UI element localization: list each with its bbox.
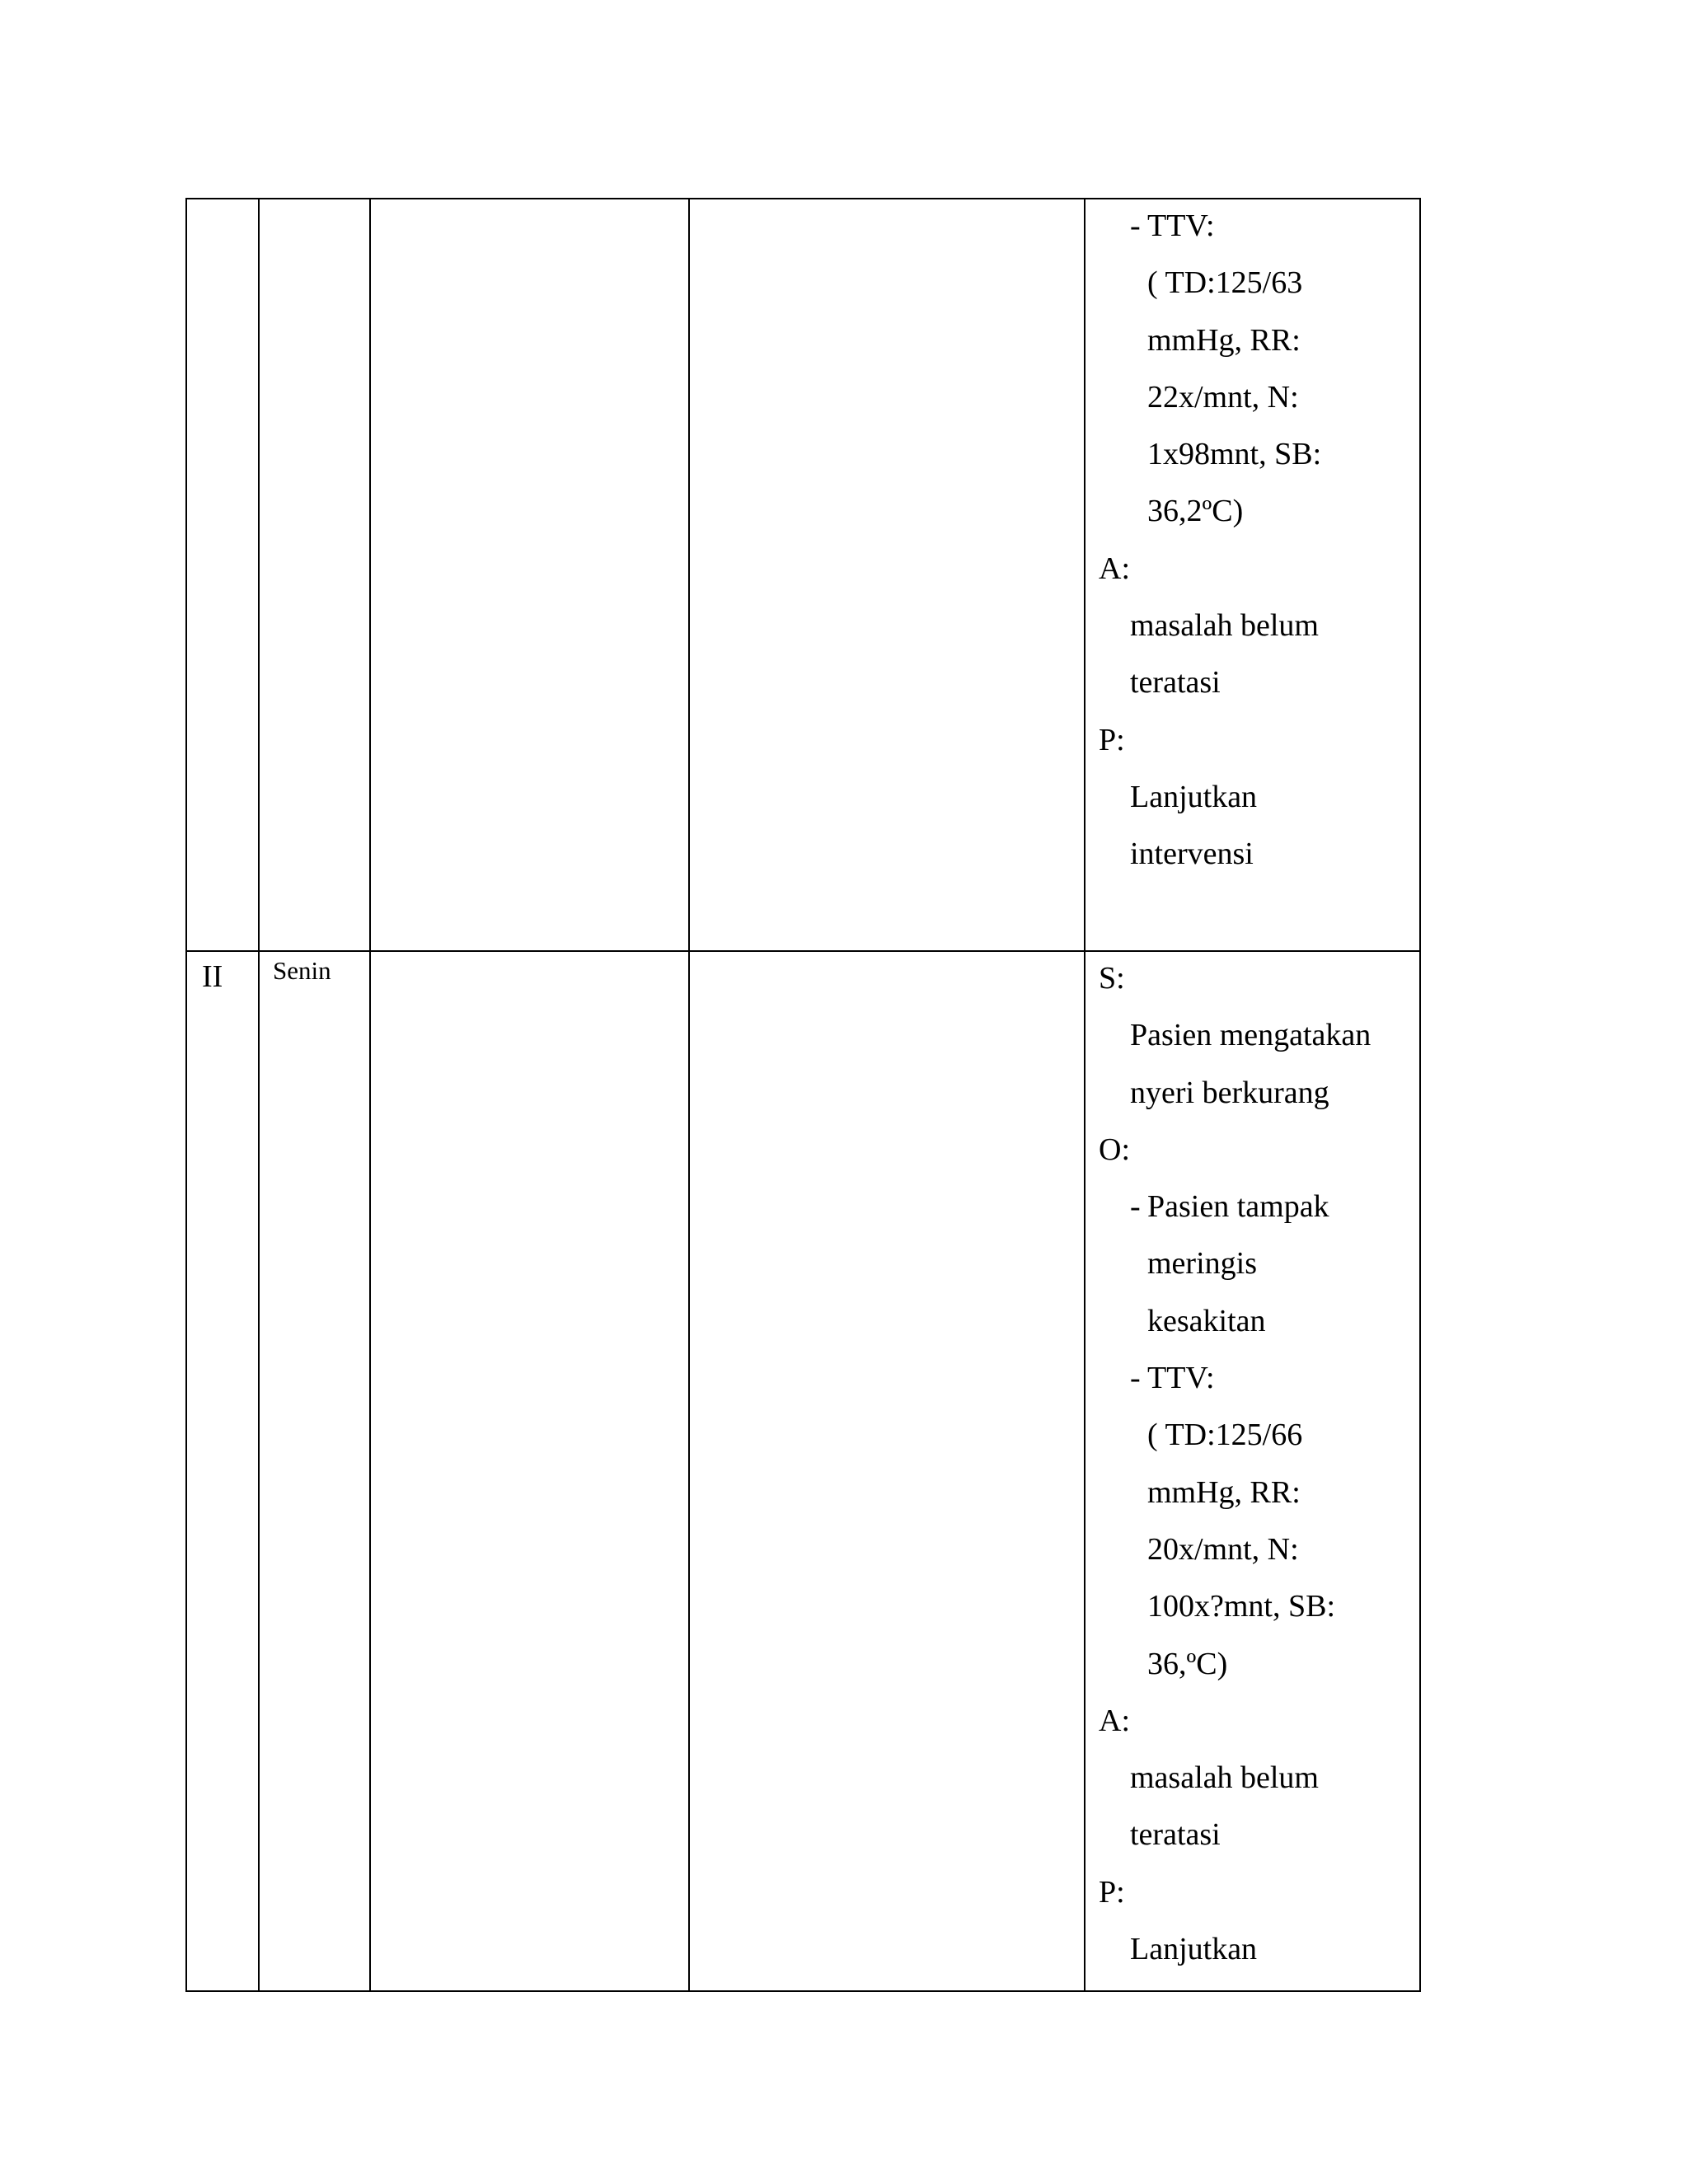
assessment-label: A: xyxy=(1099,1703,1130,1738)
assessment-line: teratasi xyxy=(1130,1817,1221,1853)
plan-label: P: xyxy=(1099,1874,1125,1910)
ttv-line: ( TD:125/66 xyxy=(1147,1418,1303,1453)
day-cell xyxy=(259,199,370,951)
plan-line: Lanjutkan xyxy=(1130,779,1258,814)
plan-label: P: xyxy=(1099,722,1125,757)
ttv-label: TTV: xyxy=(1147,1361,1215,1396)
objective-line: Pasien tampak xyxy=(1147,1189,1329,1225)
ttv-line: 36,ºC) xyxy=(1147,1646,1228,1681)
response-cell xyxy=(689,951,1085,1991)
implementation-cell xyxy=(370,951,689,1991)
nursing-evaluation-table xyxy=(185,198,1421,1992)
ttv-line: mmHg, RR: xyxy=(1147,322,1301,358)
objective-line: meringis xyxy=(1147,1246,1257,1282)
ttv-line: mmHg, RR: xyxy=(1147,1474,1301,1510)
assessment-line: masalah belum xyxy=(1130,608,1319,644)
bullet-dash: - xyxy=(1130,1189,1141,1225)
response-cell xyxy=(689,199,1085,951)
objective-line: kesakitan xyxy=(1147,1303,1266,1338)
table-row xyxy=(186,199,1420,951)
plan-line: intervensi xyxy=(1130,837,1254,872)
subjective-label: S: xyxy=(1099,961,1125,996)
assessment-line: teratasi xyxy=(1130,665,1221,701)
bullet-dash: - xyxy=(1130,1361,1141,1396)
diagnosis-number-cell xyxy=(186,199,259,951)
objective-label: O: xyxy=(1099,1132,1130,1167)
objective-bullet xyxy=(1099,1179,1419,1235)
bullet-dash: - xyxy=(1130,209,1141,243)
ttv-line: 100x?mnt, SB: xyxy=(1147,1589,1336,1624)
ttv-line: ( TD:125/63 xyxy=(1147,265,1303,301)
plan-line: Lanjutkan xyxy=(1130,1932,1258,1967)
day-cell: Senin xyxy=(259,951,370,1991)
evaluation-cell xyxy=(1085,199,1420,951)
ttv-line: 20x/mnt, N: xyxy=(1147,1531,1299,1567)
ttv-bullet xyxy=(1099,198,1419,255)
ttv-line: 36,2ºC) xyxy=(1147,494,1244,529)
assessment-line: masalah belum xyxy=(1130,1760,1319,1796)
diagnosis-number-cell: II xyxy=(186,951,259,1991)
assessment-label: A: xyxy=(1099,551,1130,586)
subjective-line: nyeri berkurang xyxy=(1130,1075,1329,1110)
evaluation-cell xyxy=(1085,951,1420,1991)
ttv-bullet xyxy=(1099,1350,1419,1407)
subjective-line: Pasien mengatakan xyxy=(1130,1018,1372,1053)
ttv-line: 22x/mnt, N: xyxy=(1147,379,1299,415)
implementation-cell xyxy=(370,199,689,951)
ttv-label: TTV: xyxy=(1147,209,1215,243)
ttv-line: 1x98mnt, SB: xyxy=(1147,437,1322,472)
table-row xyxy=(186,951,1420,1991)
